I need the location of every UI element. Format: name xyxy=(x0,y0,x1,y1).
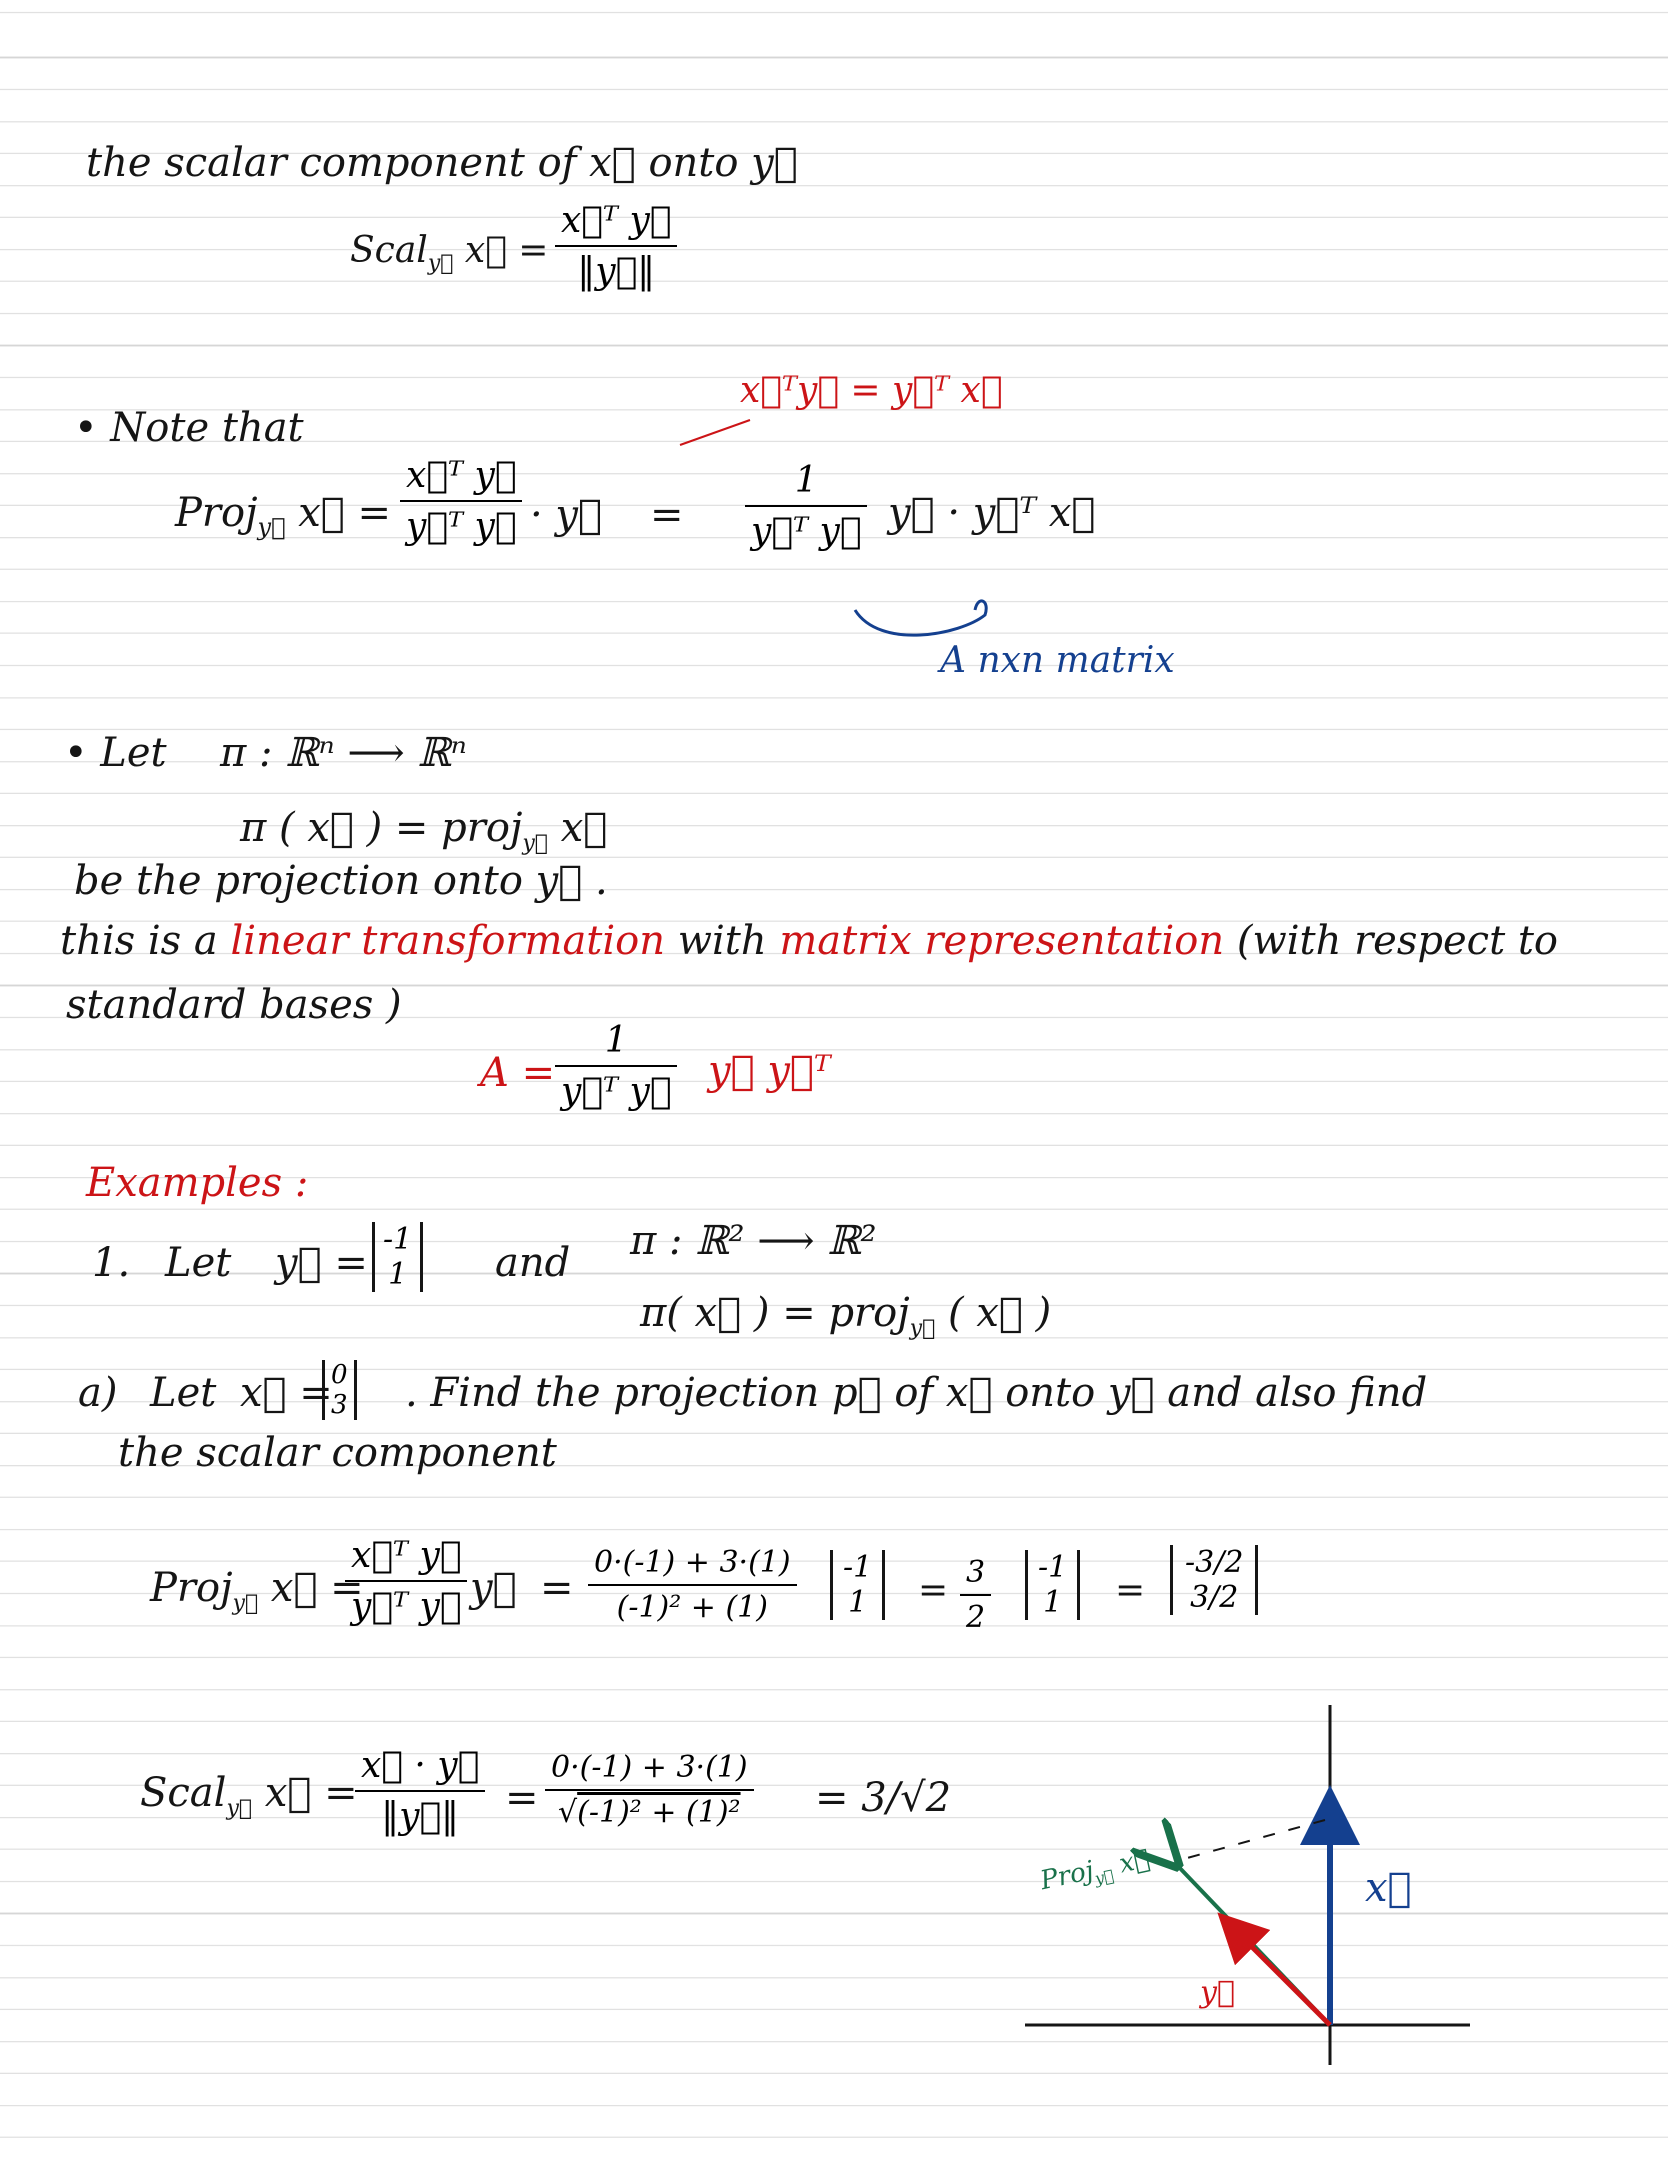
identity-pointer-arrow xyxy=(680,420,750,445)
y-vector-arrow xyxy=(1235,1930,1330,2025)
proj2-denominator: y⃗ᵀ y⃗ xyxy=(751,511,862,552)
equals-sign: = xyxy=(505,1775,539,1821)
calc2-result: = 3/√2 xyxy=(815,1775,952,1821)
scal-x: x⃗ = xyxy=(464,230,549,271)
calc2-subscript: y⃗ xyxy=(226,1796,253,1821)
calc1-proj: Proj xyxy=(150,1565,233,1611)
proj2-rest: y⃗ · y⃗ᵀ x⃗ xyxy=(888,490,1096,536)
proj-denominator: y⃗ᵀ y⃗ xyxy=(406,506,517,547)
calc2-numeric-denominator: √(-1)² + (1)² xyxy=(558,1795,741,1830)
A-def-lhs: A = xyxy=(480,1050,556,1096)
note-that-label: • Note that xyxy=(74,405,304,451)
with-word: with xyxy=(677,918,767,964)
vector-top: -1 xyxy=(843,1550,873,1585)
diagram-proj-x: x⃗ xyxy=(1116,1843,1153,1880)
be-projection-text: be the projection onto y⃗ . xyxy=(74,858,608,904)
calc2-x: x⃗ = xyxy=(264,1770,358,1816)
A-def-rest: y⃗ y⃗ᵀ xyxy=(708,1048,831,1094)
equals-sign: = xyxy=(918,1570,949,1611)
proj-dot-y: · y⃗ xyxy=(530,492,603,538)
scal-label: Scal xyxy=(350,230,428,271)
projection-dashed-line xyxy=(1180,1820,1325,1860)
vector-top: -1 xyxy=(383,1222,413,1257)
calc1-subscript: y⃗ xyxy=(232,1591,259,1616)
vector-bottom: 1 xyxy=(1043,1585,1063,1620)
calc1-x: x⃗ = xyxy=(270,1565,364,1611)
diagram-proj-text: Proj xyxy=(1037,1855,1097,1897)
proj-numerator: x⃗ᵀ y⃗ xyxy=(406,455,517,496)
standard-bases-text: standard bases ) xyxy=(66,982,402,1028)
half-numerator: 3 xyxy=(966,1555,986,1590)
matrix-brace xyxy=(855,601,986,635)
map-definition: π : ℝⁿ ⟶ ℝⁿ xyxy=(220,730,467,776)
transpose-identity: x⃗ᵀy⃗ = y⃗ᵀ x⃗ xyxy=(740,370,1003,411)
example-1-y: y⃗ = xyxy=(275,1240,368,1286)
A-def-numerator: 1 xyxy=(604,1020,628,1061)
examples-heading: Examples : xyxy=(86,1160,309,1206)
calc2-denominator: ‖y⃗‖ xyxy=(381,1796,460,1837)
this-is-a: this is a xyxy=(60,918,218,964)
part-a-let: Let xyxy=(150,1370,217,1416)
calc1-numerator: x⃗ᵀ y⃗ xyxy=(351,1535,462,1576)
vector-bottom: 3 xyxy=(331,1390,348,1420)
calc1-equals: = xyxy=(540,1565,574,1611)
vector-bottom: 1 xyxy=(388,1257,408,1292)
proj2-numerator: 1 xyxy=(794,460,818,501)
part-a-label: a) xyxy=(78,1370,118,1416)
proj-label: Proj xyxy=(175,490,258,536)
scalar-component-heading: the scalar component of x⃗ onto y⃗ xyxy=(86,140,798,186)
example-1-let: Let xyxy=(165,1240,232,1286)
ex1-rule-text: π( x⃗ ) = proj xyxy=(640,1290,910,1336)
ex1-rule-x: ( x⃗ ) xyxy=(948,1290,1052,1336)
matrix-representation-term: matrix representation xyxy=(779,918,1225,964)
map-rule-x: x⃗ xyxy=(560,805,608,851)
matrix-annotation: A nxn matrix xyxy=(940,640,1175,681)
vector-bottom: 1 xyxy=(848,1585,868,1620)
equals-sign: = xyxy=(650,492,684,538)
calc2-scal: Scal xyxy=(140,1770,227,1816)
vector-bottom: 3/2 xyxy=(1190,1580,1239,1615)
ex1-rule-subscript: y⃗ xyxy=(909,1316,936,1341)
vector-top: -3/2 xyxy=(1185,1545,1244,1580)
example-1-map: π : ℝ² ⟶ ℝ² xyxy=(630,1218,877,1264)
diagram-x-label: x⃗ xyxy=(1365,1865,1412,1911)
proj-x: x⃗ = xyxy=(298,490,392,536)
calc2-numerator: x⃗ · y⃗ xyxy=(361,1745,480,1786)
and-word: and xyxy=(495,1240,571,1286)
calc2-numeric-numerator: 0·(-1) + 3·(1) xyxy=(551,1750,748,1785)
with-respect-text: (with respect to xyxy=(1236,918,1559,964)
calc1-denominator: y⃗ᵀ y⃗ xyxy=(351,1586,462,1627)
map-rule-text: π ( x⃗ ) = proj xyxy=(240,805,523,851)
calc1-y: y⃗ xyxy=(470,1565,517,1611)
scal-subscript: y⃗ xyxy=(427,251,454,277)
part-a-x: x⃗ = xyxy=(240,1370,333,1416)
vector-top: -1 xyxy=(1038,1550,1068,1585)
vector-top: 0 xyxy=(331,1360,348,1390)
half-denominator: 2 xyxy=(966,1600,986,1635)
diagram-y-label: y⃗ xyxy=(1200,1975,1235,2010)
part-a-text: . Find the projection p⃗ of x⃗ onto y⃗ and also find xyxy=(405,1370,1428,1416)
map-rule-subscript: y⃗ xyxy=(522,831,549,856)
proj-subscript: y⃗ xyxy=(257,513,286,541)
equals-sign: = xyxy=(1115,1570,1146,1611)
diagram-proj-subscript: y⃗ xyxy=(1093,1865,1116,1889)
linear-transformation-term: linear transformation xyxy=(230,918,666,964)
example-1-label: 1. xyxy=(92,1240,131,1286)
calc1-numeric-denominator: (-1)² + (1) xyxy=(616,1590,768,1625)
radicand: (-1)² + (1)² xyxy=(577,1795,741,1830)
let-label: • Let xyxy=(64,730,167,776)
scal-denominator: ‖y⃗‖ xyxy=(577,251,656,292)
scal-numerator: x⃗ᵀ y⃗ xyxy=(561,200,672,241)
A-def-denominator: y⃗ᵀ y⃗ xyxy=(561,1071,672,1112)
part-a-text-2: the scalar component xyxy=(118,1430,557,1476)
calc1-numeric-numerator: 0·(-1) + 3·(1) xyxy=(594,1545,791,1580)
